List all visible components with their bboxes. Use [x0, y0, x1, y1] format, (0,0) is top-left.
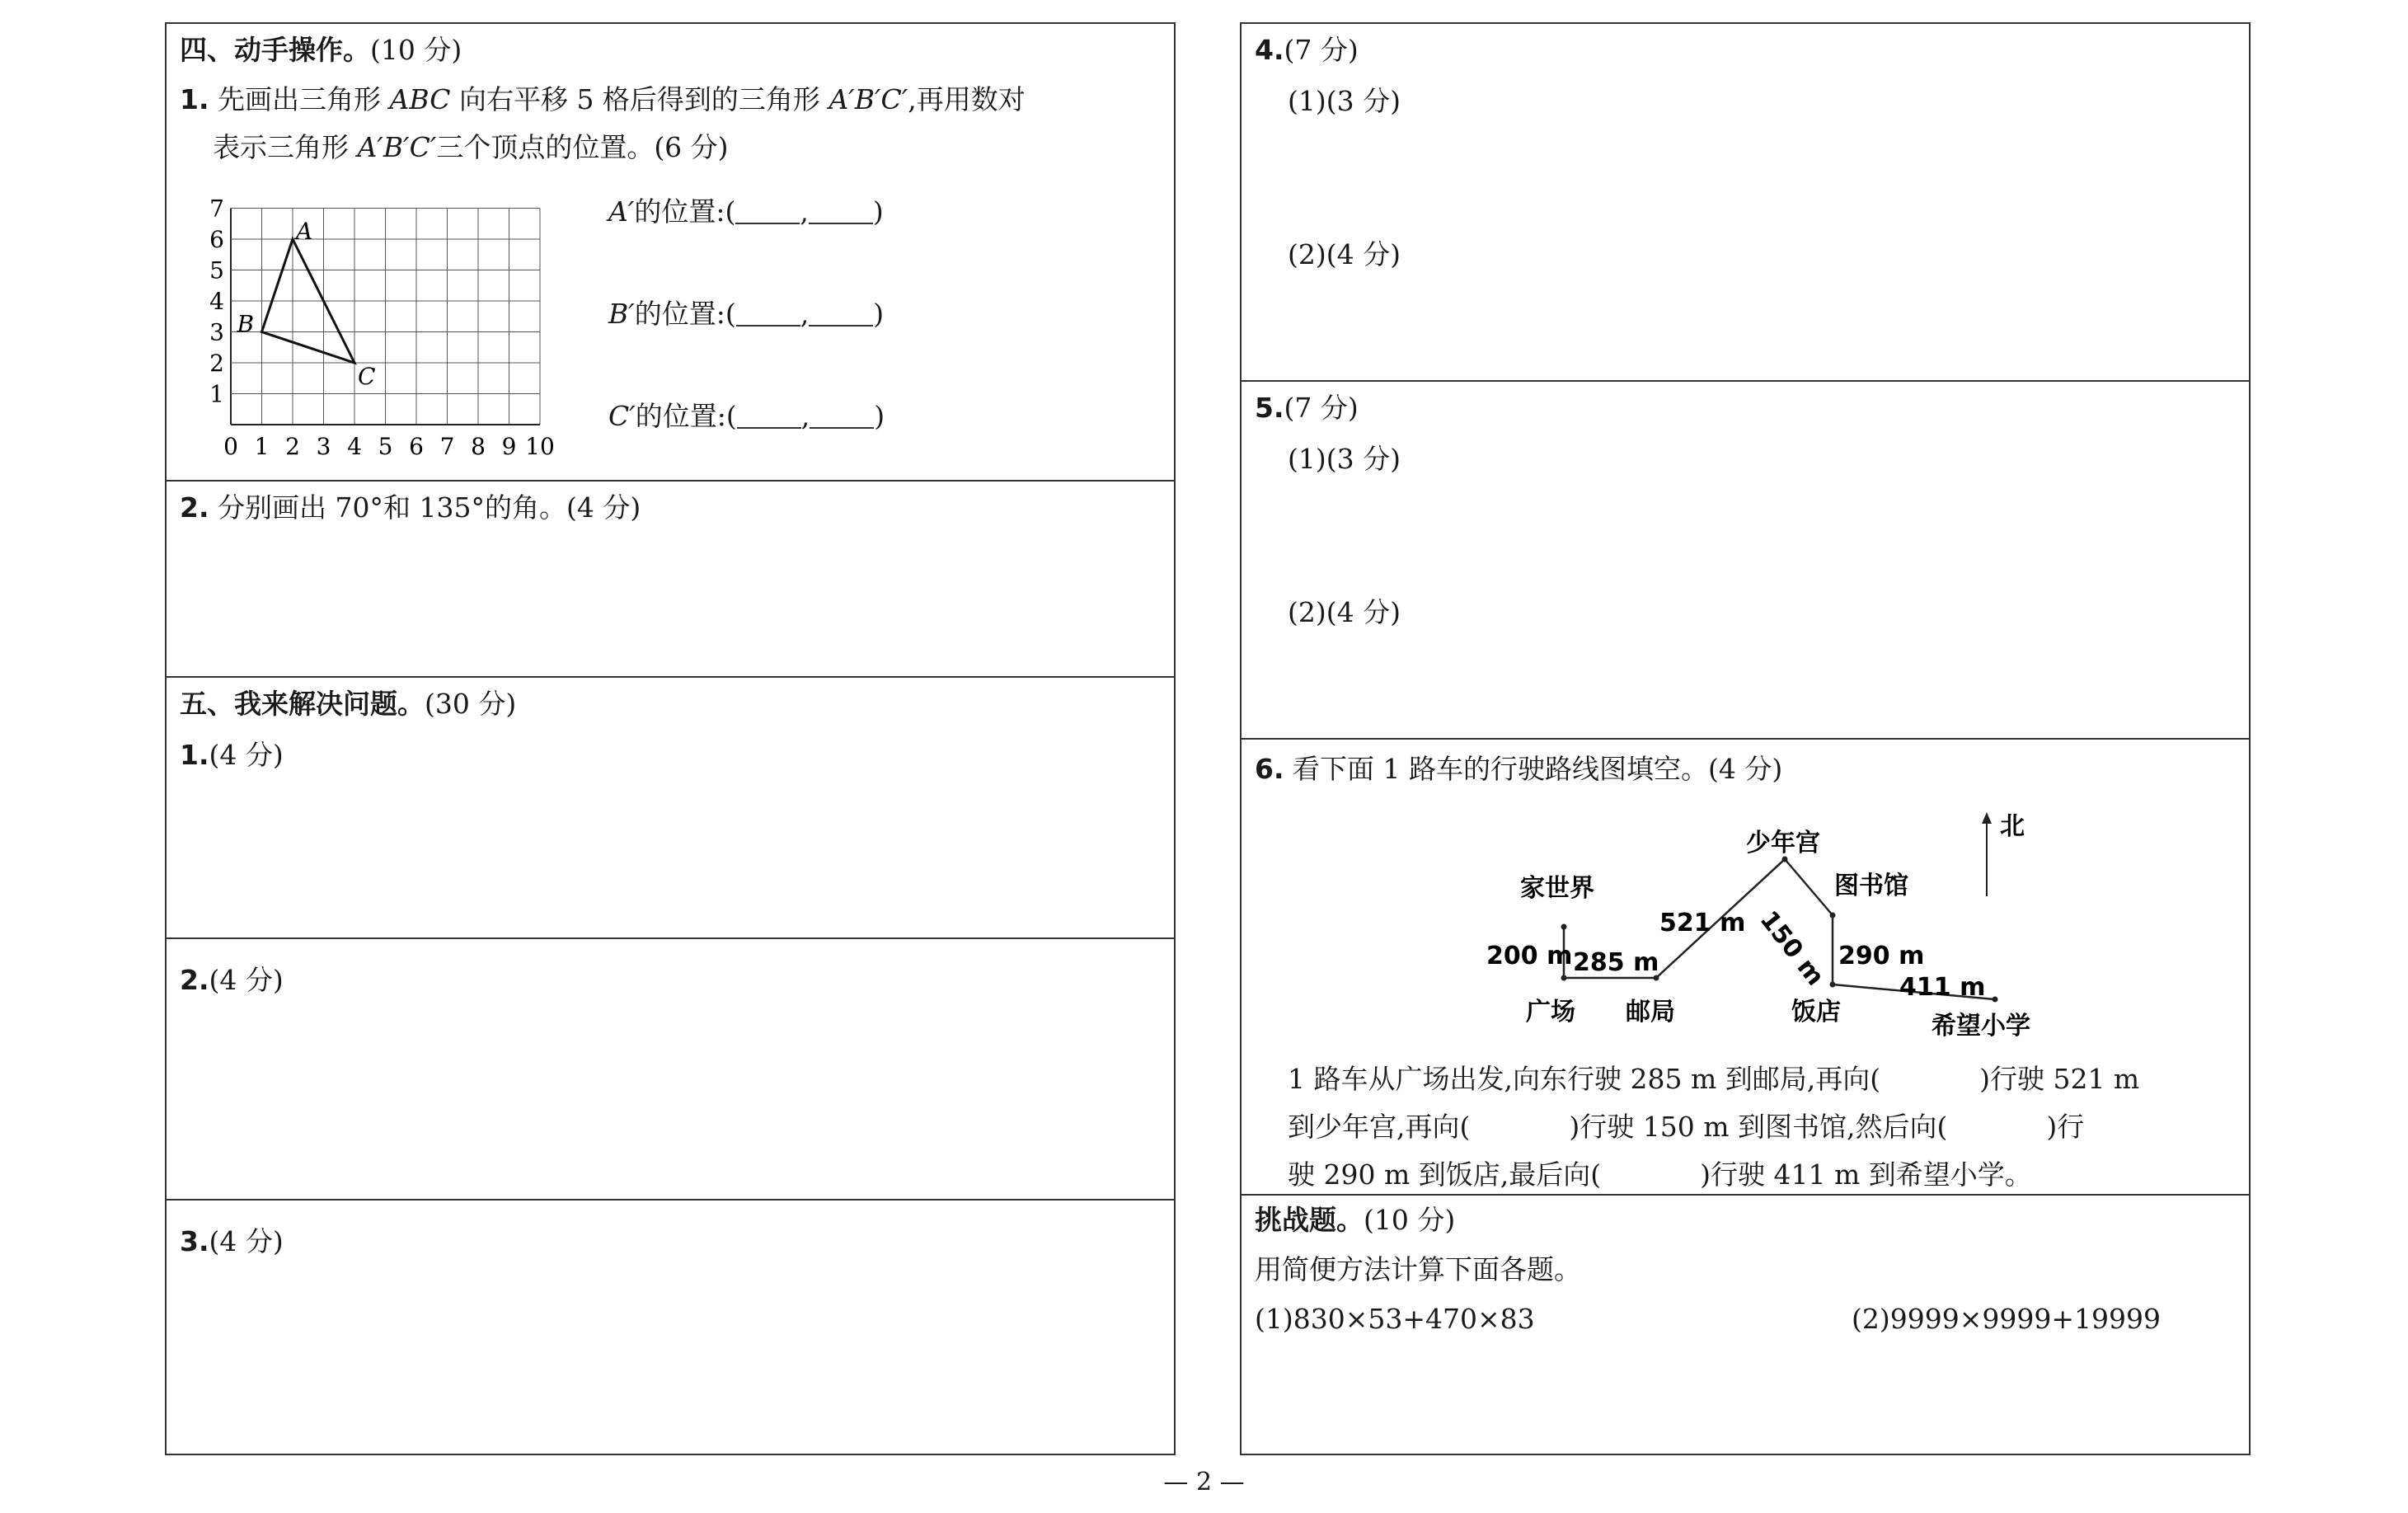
place-shaoniangong: 少年宫 — [1746, 829, 1820, 858]
q6-fill-2b: )行驶 150 m 到图书馆,然后向( — [1569, 1111, 1948, 1143]
question-six — [1242, 740, 2249, 1196]
q1-text-b: 向右平移 5 格后得到的三角形 — [458, 83, 820, 115]
left-column — [165, 22, 1176, 1455]
q5-part1: (1)(3 分) — [1288, 443, 1401, 475]
x-tick-label: 5 — [378, 433, 393, 460]
position-c-row — [608, 400, 885, 433]
challenge-score: (10 分) — [1364, 1204, 1456, 1236]
q5-number: 5. — [1255, 392, 1284, 424]
s5-q1-number: 1. — [180, 739, 209, 771]
q1-abc: ABC — [389, 83, 451, 115]
position-c-y-blank[interactable] — [810, 402, 874, 429]
distance-411: 411 m — [1899, 973, 1986, 1002]
section-five-q2[interactable] — [167, 939, 1174, 1201]
position-b-comma: , — [800, 298, 810, 330]
q1-prime-1: A′B′C′ — [828, 83, 908, 115]
challenge-instruction: 用简便方法计算下面各题。 — [1255, 1253, 1581, 1285]
distance-200: 200 m — [1486, 942, 1573, 970]
s5-q3-score: (4 分) — [209, 1225, 284, 1257]
right-column — [1240, 22, 2251, 1455]
s5-q3-line — [180, 1225, 284, 1258]
place-xiwang: 希望小学 — [1932, 1012, 2030, 1041]
position-c-open: 的位置:( — [635, 400, 737, 432]
y-tick-label: 2 — [209, 350, 224, 377]
q6-fill-line1 — [1288, 1063, 2139, 1096]
y-tick-label: 4 — [209, 288, 224, 315]
point-tushuguan — [1830, 913, 1836, 919]
distance-285: 285 m — [1573, 948, 1659, 977]
vertex-a-label: A — [296, 218, 313, 245]
position-a-x-blank[interactable] — [735, 198, 800, 224]
point-jiashijie — [1561, 924, 1567, 930]
page-number: — 2 — — [1163, 1468, 1245, 1497]
x-tick-label: 10 — [525, 433, 555, 460]
place-tushuguan: 图书馆 — [1834, 872, 1908, 900]
position-c-comma: , — [800, 400, 810, 432]
position-a-close: ) — [872, 195, 884, 228]
section-five-title: 五、我来解决问题。 — [180, 688, 425, 720]
y-tick-label: 7 — [209, 195, 224, 223]
challenge-title: 挑战题。 — [1255, 1204, 1364, 1236]
place-jiashijie: 家世界 — [1520, 874, 1594, 903]
section-four-score: (10 分) — [370, 34, 462, 66]
q4-line — [1255, 34, 1359, 67]
position-a-row — [608, 195, 884, 228]
position-c-label: C′ — [608, 400, 636, 432]
place-fandian: 饭店 — [1791, 998, 1841, 1027]
distance-521: 521 m — [1659, 909, 1746, 937]
q1-text-c: ,再用数对 — [908, 83, 1026, 115]
s5-q2-number: 2. — [180, 964, 209, 996]
q5-score: (7 分) — [1284, 392, 1359, 424]
q1-text-d: 表示三角形 — [213, 131, 349, 163]
q6-fill-2a: 到少年宫,再向( — [1288, 1111, 1471, 1143]
position-a-y-blank[interactable] — [809, 198, 873, 224]
position-a-open: 的位置:( — [634, 195, 736, 228]
x-tick-label: 6 — [409, 433, 424, 460]
point-xiwang — [1993, 997, 1998, 1003]
north-arrow-icon — [1982, 812, 1992, 824]
position-a-label: A′ — [608, 195, 635, 228]
point-guangchang — [1561, 975, 1567, 981]
q4-part1: (1)(3 分) — [1288, 85, 1401, 117]
q6-fill-1a: 1 路车从广场出发,向东行驶 285 m 到邮局,再向( — [1288, 1063, 1881, 1095]
section-five-q1[interactable] — [167, 678, 1174, 939]
section-four-q1 — [167, 24, 1174, 482]
s5-q1-score: (4 分) — [209, 739, 284, 771]
challenge-section[interactable] — [1242, 1196, 2249, 1457]
y-tick-label: 1 — [209, 380, 224, 408]
y-tick-label: 5 — [209, 256, 224, 284]
section-four-heading — [180, 34, 462, 67]
q6-fill-3b: )行驶 411 m 到希望小学。 — [1700, 1158, 2032, 1191]
section-five-q3[interactable] — [167, 1201, 1174, 1457]
section-four-q2[interactable] — [167, 482, 1174, 678]
position-b-open: 的位置:( — [634, 298, 736, 330]
q1-line1 — [180, 83, 1026, 116]
north-label: 北 — [2000, 812, 2025, 841]
x-tick-label: 8 — [471, 433, 486, 460]
s5-q3-number: 3. — [180, 1225, 209, 1257]
q2-text: 分别画出 70°和 135°的角。(4 分) — [218, 491, 641, 524]
point-fandian — [1830, 982, 1836, 988]
y-tick-label: 3 — [209, 318, 224, 346]
q6-fill-2c: )行 — [2046, 1111, 2085, 1143]
q5-line — [1255, 392, 1359, 425]
q6-fill-line2 — [1288, 1111, 2084, 1144]
position-c-close: ) — [874, 400, 885, 432]
vertex-b-label: B — [237, 310, 255, 338]
coordinate-grid[interactable] — [199, 186, 555, 474]
position-b-x-blank[interactable] — [736, 300, 800, 327]
question-four[interactable] — [1242, 24, 2249, 382]
q5-part2: (2)(4 分) — [1288, 596, 1401, 628]
position-b-close: ) — [873, 298, 885, 330]
q6-fill-line3 — [1288, 1158, 2032, 1191]
x-tick-label: 1 — [254, 433, 270, 460]
x-tick-label: 2 — [285, 433, 300, 460]
challenge-part2: (2)9999×9999+19999 — [1852, 1303, 2161, 1335]
q1-text-a: 先画出三角形 — [218, 83, 381, 115]
q1-text-e: 三个顶点的位置。(6 分) — [436, 131, 729, 163]
x-tick-label: 3 — [316, 433, 331, 460]
position-b-y-blank[interactable] — [809, 300, 873, 327]
q1-number: 1. — [180, 83, 209, 115]
q1-line2 — [213, 131, 729, 164]
s5-q2-score: (4 分) — [209, 964, 284, 996]
route-segment-shaoniangong-tushuguan — [1785, 859, 1833, 915]
q6-number: 6. — [1255, 753, 1284, 785]
q2-number: 2. — [180, 491, 209, 524]
distance-290: 290 m — [1838, 942, 1925, 970]
s5-q2-line — [180, 964, 284, 997]
q4-score: (7 分) — [1284, 34, 1359, 66]
s5-q1-line — [180, 739, 284, 772]
q6-text: 看下面 1 路车的行驶路线图填空。(4 分) — [1293, 753, 1783, 785]
position-c-x-blank[interactable] — [737, 402, 801, 429]
x-tick-label: 4 — [347, 433, 362, 460]
challenge-heading — [1255, 1204, 1455, 1237]
position-b-label: B′ — [608, 298, 635, 330]
q6-fill-3a: 驶 290 m 到饭店,最后向( — [1288, 1158, 1602, 1191]
section-five-score: (30 分) — [425, 688, 517, 720]
position-b-row — [608, 298, 884, 331]
x-tick-label: 9 — [501, 433, 517, 460]
position-a-comma: , — [800, 195, 809, 228]
q1-prime-2: A′B′C′ — [357, 131, 437, 163]
section-four-title: 四、动手操作。 — [180, 34, 370, 66]
x-tick-label: 0 — [223, 433, 238, 460]
place-guangchang: 广场 — [1526, 998, 1575, 1027]
place-youju: 邮局 — [1626, 998, 1675, 1027]
q2-line — [180, 491, 641, 524]
distance-150: 150 m — [1753, 905, 1830, 992]
q4-part2: (2)(4 分) — [1288, 238, 1401, 270]
vertex-c-label: C — [358, 363, 376, 390]
question-five[interactable] — [1242, 382, 2249, 740]
section-five-heading — [180, 688, 516, 721]
q6-fill-1b: )行驶 521 m — [1979, 1063, 2140, 1095]
q4-number: 4. — [1255, 34, 1284, 66]
x-tick-label: 7 — [439, 433, 455, 460]
challenge-part1: (1)830×53+470×83 — [1255, 1303, 1535, 1335]
y-tick-label: 6 — [209, 226, 224, 253]
